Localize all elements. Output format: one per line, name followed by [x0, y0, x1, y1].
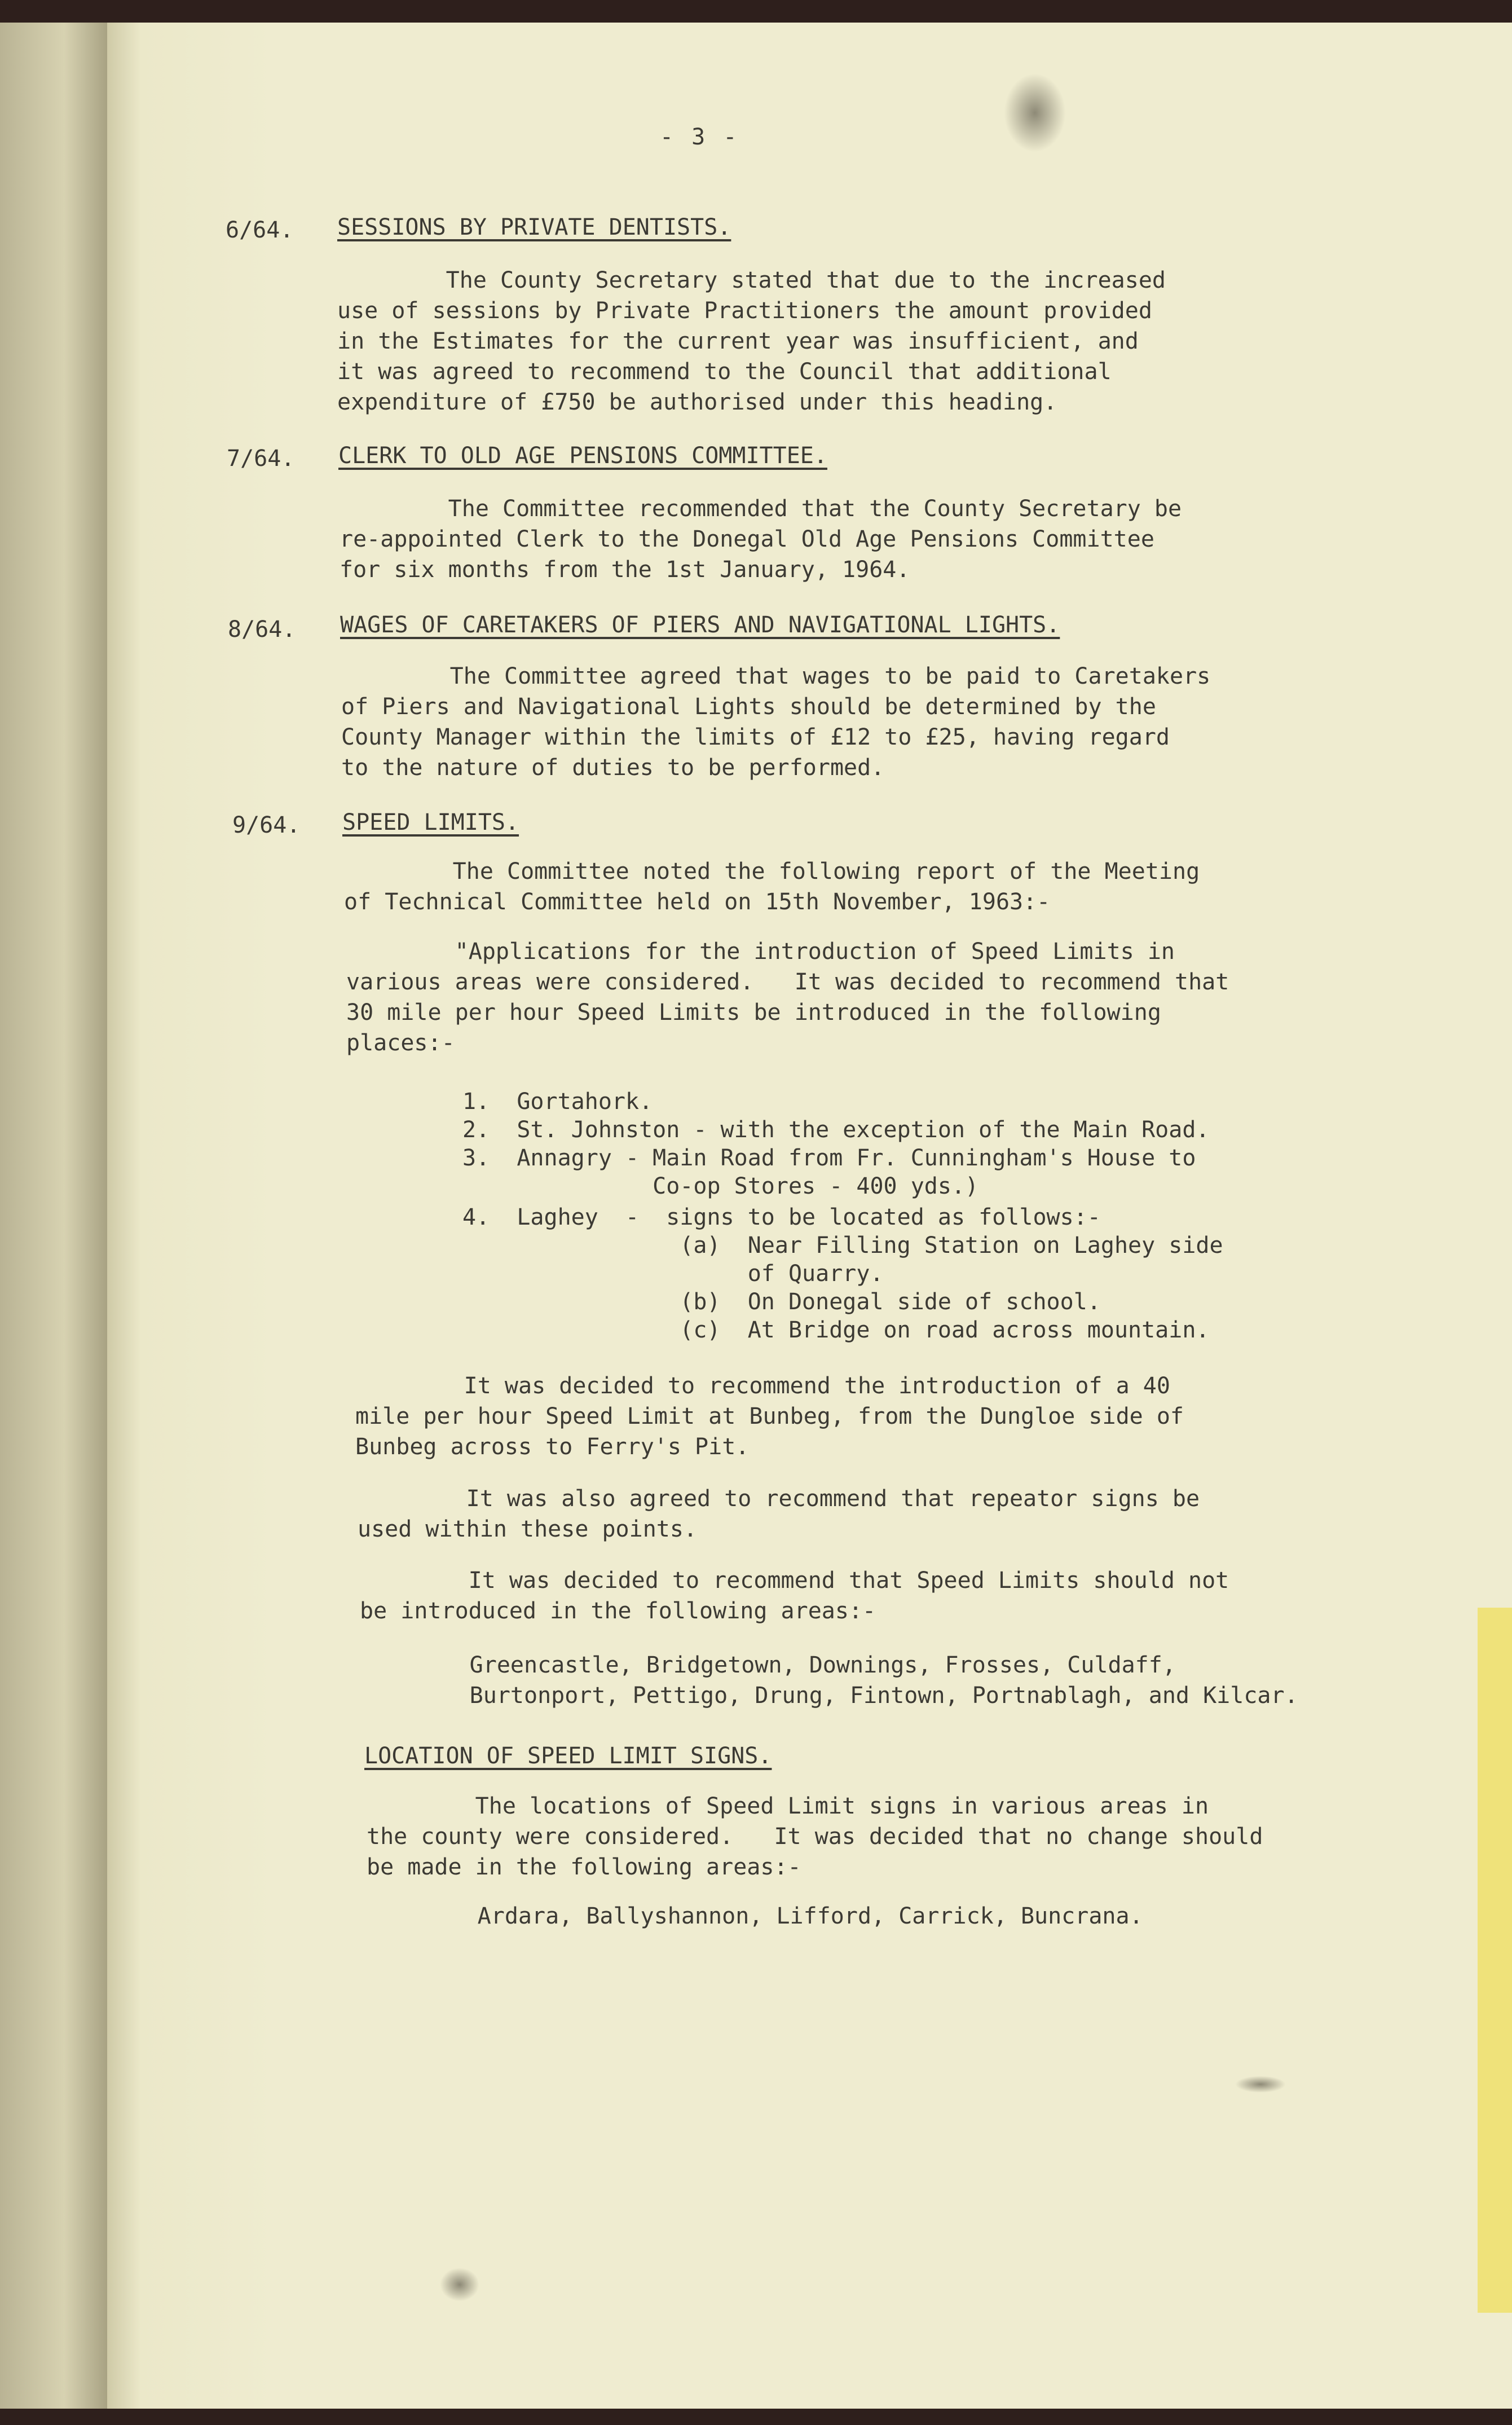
section-heading: LOCATION OF SPEED LIMIT SIGNS. [364, 1743, 772, 1769]
list-item: of Quarry. [462, 1261, 884, 1287]
list-item: 4. Laghey - signs to be located as follows:- [462, 1204, 1101, 1230]
list-item: 3. Annagry - Main Road from Fr. Cunningham's House to [462, 1145, 1196, 1171]
list-item: (c) At Bridge on road across mountain. [462, 1317, 1210, 1343]
paragraph: It was also agreed to recommend that repeator signs be used within these points. [358, 1486, 1200, 1542]
section-number: 9/64. [232, 812, 301, 838]
area-list: Ardara, Ballyshannon, Lifford, Carrick, Buncrana. [369, 1903, 1143, 1929]
section-body: The Committee recommended that the County Secretary be re-appointed Clerk to the Donegal Old Age Pensions Committee for six months from the 1st January, 1964. [340, 496, 1182, 583]
report-quote: "Applications for the introduction of Speed Limits in various areas were considered. It was decided to recommend that 30 mile per hour Speed Limits be introduced in the following places:- [346, 939, 1229, 1056]
list-item: Co-op Stores - 400 yds.) [462, 1173, 979, 1199]
list-item: 2. St. Johnston - with the exception of the Main Road. [462, 1117, 1210, 1143]
section-number: 8/64. [228, 617, 296, 642]
list-item: (b) On Donegal side of school. [462, 1289, 1101, 1315]
list-item: (a) Near Filling Station on Laghey side [462, 1233, 1223, 1258]
section-number: 7/64. [227, 446, 295, 472]
page-number: - 3 - [660, 124, 739, 150]
paragraph: It was decided to recommend that Speed Limits should not be introduced in the following areas:- [360, 1568, 1229, 1624]
section-body: The County Secretary stated that due to the increased use of sessions by Private Practitioners the amount provided in the Estimates for the current year was insufficient, and it was agreed to recommend to the Council that additional expenditure of £750 be authorised under this heading. [337, 267, 1166, 415]
section-heading: WAGES OF CARETAKERS OF PIERS AND NAVIGATIONAL LIGHTS. [340, 612, 1060, 638]
section-heading: SPEED LIMITS. [342, 809, 519, 835]
section-number: 6/64. [226, 217, 294, 243]
section-body: The locations of Speed Limit signs in various areas in the county were considered. It was decided that no change should be made in the following areas:- [367, 1793, 1263, 1880]
section-intro: The Committee noted the following report of the Meeting of Technical Committee held on 15th November, 1963:- [344, 859, 1200, 915]
section-body: The Committee agreed that wages to be paid to Caretakers of Piers and Navigational Lights should be determined by the County Manager within the limits of £12 to £25, having regard to the nature of duties to be performed. [341, 663, 1211, 781]
area-list: Greencastle, Bridgetown, Downings, Frosses, Culdaff, Burtonport, Pettigo, Drung, Fintown, Portnablagh, and Kilcar. [469, 1652, 1298, 1709]
section-heading: SESSIONS BY PRIVATE DENTISTS. [337, 214, 731, 240]
section-heading: CLERK TO OLD AGE PENSIONS COMMITTEE. [338, 443, 827, 469]
paragraph: It was decided to recommend the introduction of a 40 mile per hour Speed Limit at Bunbeg, from the Dungloe side of Bunbeg across to Ferry's Pit. [355, 1373, 1184, 1460]
list-item: 1. Gortahork. [462, 1089, 653, 1115]
